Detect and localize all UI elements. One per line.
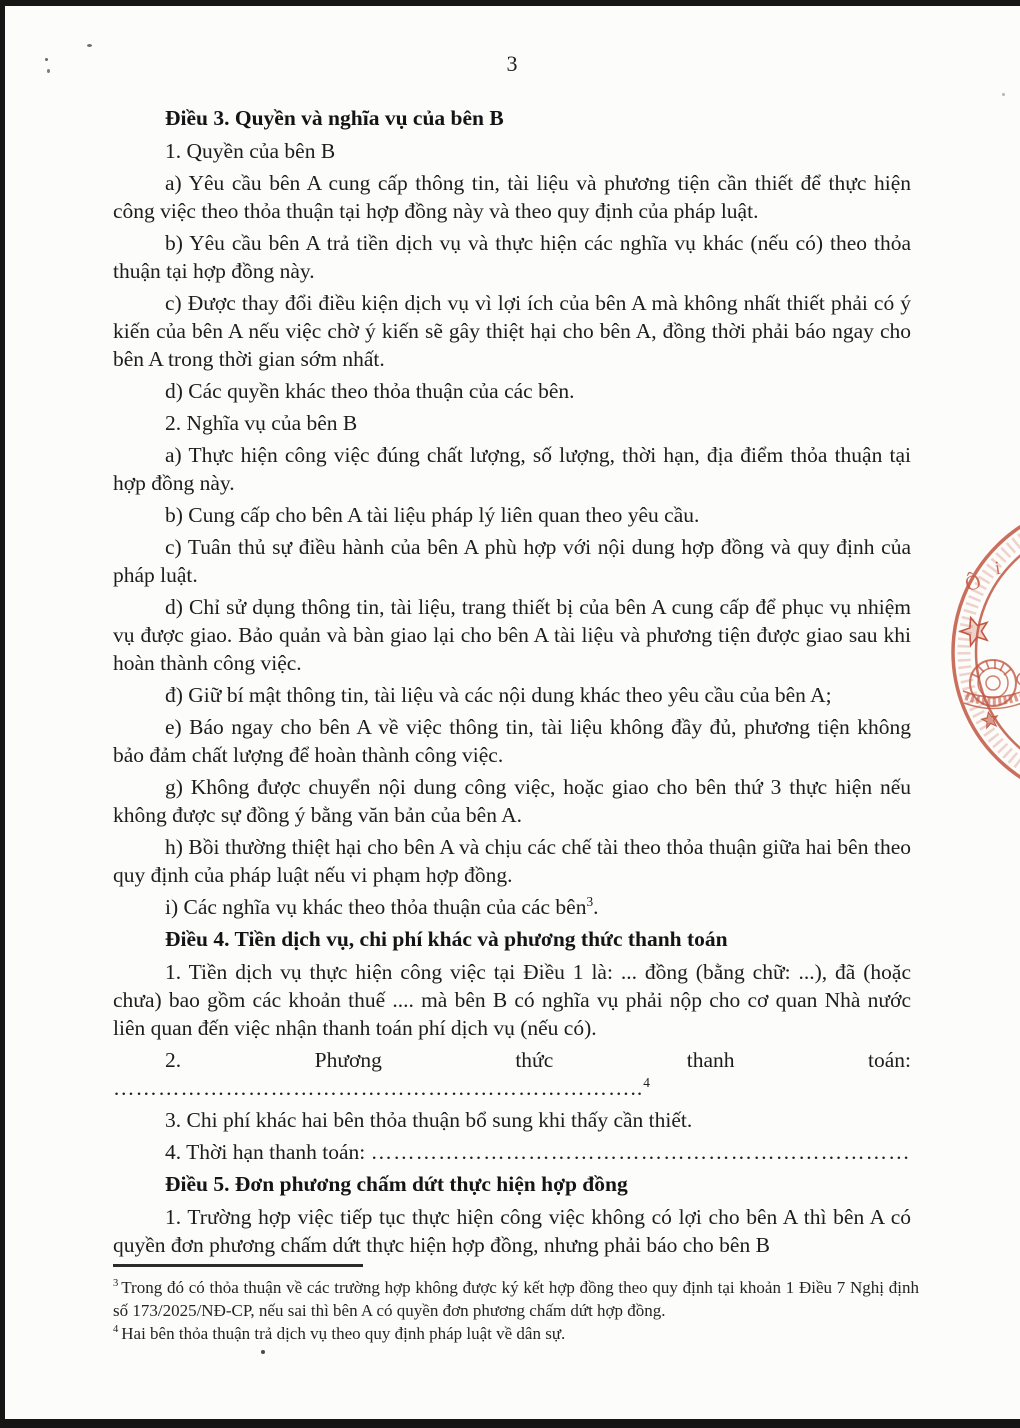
paragraph: b) Cung cấp cho bên A tài liệu pháp lý liên quan theo yêu cầu.	[165, 503, 700, 527]
footnote-text: Trong đó có thỏa thuận về các trường hợp không được ký kết hợp đồng theo quy định tại khoản 1 Điều 7 Nghị định số 173/2025/NĐ-CP, nếu sai thì bên A có quyền đơn phương chấm dứt hợp đồng.	[113, 1278, 919, 1320]
paragraph: e) Báo ngay cho bên A về việc thông tin, tài liệu không đầy đủ, phương tiện không bảo đảm chất lượng để hoàn thành công việc.	[113, 715, 911, 767]
paragraph	[113, 893, 911, 921]
paragraph: c) Được thay đổi điều kiện dịch vụ vì lợi ích của bên A mà không nhất thiết phải có ý kiến của bên A nếu việc chờ ý kiến sẽ gây thiệt hại cho bên A, đồng thời phải báo ngay cho bên A trong thời gian sớm nhất.	[113, 291, 911, 371]
paragraph	[113, 1138, 911, 1166]
paragraph: d) Chỉ sử dụng thông tin, tài liệu, trang thiết bị của bên A cung cấp để phục vụ nhiệm vụ được giao. Bảo quản và bàn giao lại cho bên A tài liệu và phương tiện được giao sau khi hoàn thành công việc.	[113, 595, 911, 675]
paragraph: h) Bồi thường thiệt hại cho bên A và chịu các chế tài theo thỏa thuận giữa hai bên theo quy định của pháp luật nếu vi phạm hợp đồng.	[113, 835, 911, 887]
footnote-marker: 4	[113, 1324, 119, 1336]
dotted-leader: ………………………………………………………………	[370, 1140, 911, 1164]
scan-speck	[87, 44, 92, 47]
footnote-separator	[113, 1264, 363, 1267]
dotted-leader: ……………………………………………………………..	[113, 1076, 644, 1100]
paragraph-tail: .	[593, 895, 599, 919]
scan-edge-bottom	[0, 1419, 1020, 1428]
footnote-ref-4: 4	[643, 1074, 650, 1090]
footnote-ref-3: 3	[586, 893, 594, 909]
paragraph: a) Yêu cầu bên A cung cấp thông tin, tài liệu và phương tiện cần thiết để thực hiện công việc theo thỏa thuận tại hợp đồng này và theo quy định của pháp luật.	[113, 171, 911, 223]
footnotes	[113, 1264, 919, 1345]
paragraph: d) Các quyền khác theo thỏa thuận của các bên.	[165, 379, 575, 403]
stamp-emblem	[963, 660, 1020, 709]
section-heading-dieu-4: Điều 4. Tiền dịch vụ, chi phí khác và phương thức thanh toán	[165, 927, 728, 951]
paragraph: b) Yêu cầu bên A trả tiền dịch vụ và thực hiện các nghĩa vụ khác (nếu có) theo thỏa thuận tại hợp đồng này.	[113, 231, 911, 283]
paragraph	[113, 1046, 911, 1102]
document-body	[113, 101, 911, 1263]
scan-speck	[45, 58, 48, 61]
section-heading-dieu-3: Điều 3. Quyền và nghĩa vụ của bên B	[165, 106, 504, 130]
paragraph-text: i) Các nghĩa vụ khác theo thỏa thuận của các bên	[165, 895, 587, 919]
paragraph: c) Tuân thủ sự điều hành của bên A phù hợp với nội dung hợp đồng và quy định của pháp luật.	[113, 535, 911, 587]
section-heading-dieu-5: Điều 5. Đơn phương chấm dứt thực hiện hợp đồng	[165, 1172, 628, 1196]
dotted-leader-group	[113, 1076, 650, 1100]
paragraph: a) Thực hiện công việc đúng chất lượng, số lượng, thời hạn, địa điểm thỏa thuận tại hợp đồng này.	[113, 443, 911, 495]
footnote-text: Hai bên thỏa thuận trả dịch vụ theo quy định pháp luật về dân sự.	[121, 1324, 566, 1343]
paragraph: 1. Trường hợp việc tiếp tục thực hiện công việc không có lợi cho bên A thì bên A có quyền đơn phương chấm dứt thực hiện hợp đồng, nhưng phải báo cho bên B	[113, 1205, 911, 1257]
paragraph: 3. Chi phí khác hai bên thỏa thuận bổ sung khi thấy cần thiết.	[165, 1108, 693, 1132]
scan-speck	[47, 69, 50, 73]
paragraph: 1. Quyền của bên B	[165, 139, 336, 163]
footnote-3	[113, 1276, 919, 1322]
stamp-letter: Ô	[961, 568, 985, 597]
official-red-stamp-icon	[938, 520, 1020, 780]
paragraph: đ) Giữ bí mật thông tin, tài liệu và các nội dung khác theo yêu cầu của bên A;	[165, 683, 832, 707]
stamp-letter: i	[993, 557, 1002, 580]
footnote-marker: 3	[113, 1278, 119, 1290]
paragraph: 2. Nghĩa vụ của bên B	[165, 411, 358, 435]
scan-speck	[1002, 93, 1005, 96]
paragraph-text: 2. Phương thức thanh toán:	[165, 1048, 911, 1072]
scan-speck	[261, 1350, 265, 1354]
footnote-4	[113, 1322, 919, 1345]
scan-edge-top	[0, 0, 1020, 6]
paragraph: g) Không được chuyển nội dung công việc, hoặc giao cho bên thứ 3 thực hiện nếu không được sự đồng ý bằng văn bản của bên A.	[113, 775, 911, 827]
paragraph-text: 4. Thời hạn thanh toán:	[165, 1140, 371, 1164]
page-number: 3	[506, 51, 518, 76]
scan-edge-left	[0, 0, 5, 1428]
paragraph: 1. Tiền dịch vụ thực hiện công việc tại Điều 1 là: ... đồng (bằng chữ: ...), đã (hoặc chưa) bao gồm các khoản thuế .... mà bên B có nghĩa vụ phải nộp cho cơ quan Nhà nước liên quan đến việc nhận thanh toán phí dịch vụ (nếu có).	[113, 960, 911, 1040]
